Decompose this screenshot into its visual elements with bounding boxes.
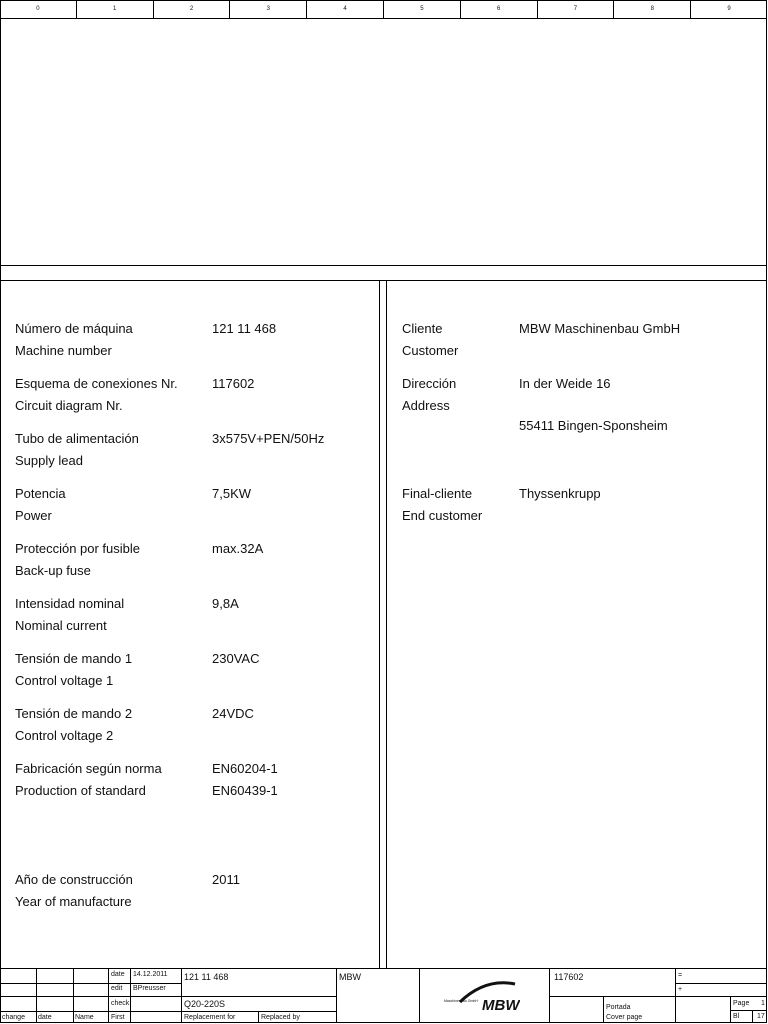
label-es: Protección por fusible [15,541,141,556]
tb-vline [181,968,182,1023]
mbw-logo [440,976,520,1016]
page-value: 1 [761,1000,765,1007]
ruler-cell: 9 [727,6,731,12]
label-en: Control voltage 1 [15,673,114,688]
name-col-label: Name [75,1014,94,1021]
tb-line [0,1011,336,1012]
sheet-value: 17 [757,1013,765,1020]
label-en: Power [15,508,52,523]
logo-text: MBW [482,997,520,1014]
value: 7,5KW [212,486,252,501]
value: 2011 [212,872,240,887]
change-label: change [2,1014,25,1021]
ruler-cell: 8 [614,0,691,18]
customer-label-en: Customer [402,343,459,358]
tb-line [730,1010,767,1011]
address-label-en: Address [402,398,450,413]
customer-label-es: Cliente [402,321,443,336]
label-es: Tensión de mando 2 [15,706,133,721]
value: 121 11 468 [212,321,277,336]
label-es: Esquema de conexiones Nr. [15,376,178,391]
address-line1: In der Weide 16 [519,376,611,391]
svg-text:Maschinenbau GmbH [444,999,478,1003]
tb-vline [730,996,731,1023]
drawing-number: 117602 [554,972,584,982]
eq-sign: = [678,972,683,979]
column-ruler [0,0,767,19]
label-es: Número de máquina [15,321,133,336]
tb-vline [108,968,109,1023]
label-es: Intensidad nominal [15,596,125,611]
tb-line [181,996,336,997]
tb-vline [73,968,74,1023]
tb-vline [549,968,550,1023]
label-en: Nominal current [15,618,107,633]
tb-vline [603,996,604,1023]
company-name: MBW [339,972,361,982]
tb-line [0,996,181,997]
label-en: Machine number [15,343,112,358]
label-es: Año de construcción [15,872,133,887]
value: 3x575V+PEN/50Hz [212,431,325,446]
label-en: Production of standard [15,783,146,798]
end-customer-label-es: Final-cliente [402,486,473,501]
end-customer-label-en: End customer [402,508,483,523]
ruler-cell: 7 [538,0,615,18]
label-en: Control voltage 2 [15,728,114,743]
tb-vline [675,968,676,1023]
label-es: Tensión de mando 1 [15,651,133,666]
label-en: Circuit diagram Nr. [15,398,123,413]
page-label: Page [733,1000,750,1007]
label-es: Potencia [15,486,66,501]
date-value: 14.12.2011 [133,971,168,978]
header-divider [0,280,767,281]
tb-vline [752,1010,753,1023]
titleblock-top [0,968,767,969]
value: 230VAC [212,651,260,666]
date-col-label: date [38,1014,52,1021]
tb-line [675,983,767,984]
label-en: Supply lead [15,453,83,468]
label-es: Fabricación según norma [15,761,162,776]
value: EN60204-1 [212,761,278,776]
ruler-cell: 0 [0,0,77,18]
check-label: check [111,1000,130,1007]
end-customer-value: Thyssenkrupp [519,486,601,501]
model-number: Q20-220S [184,999,226,1009]
label-en: Back-up fuse [15,563,91,578]
column-divider [386,281,387,968]
ruler-cell: 4 [307,0,384,18]
customer-value: MBW Maschinenbau GmbH [519,321,681,336]
label-es: Tubo de alimentación [15,431,139,446]
page-title-es: Portada [606,1004,631,1011]
plus-sign: + [678,986,683,993]
ruler-cell: 3 [230,0,307,18]
column-divider [379,281,380,968]
replacement-label: Replacement for [184,1014,236,1021]
tb-vline [336,968,337,1023]
tb-vline [258,1011,259,1023]
first-label: First [111,1014,125,1021]
edit-value: BPreusser [133,985,166,992]
header-divider [0,265,767,266]
date-label: date [111,971,125,978]
value: 24VDC [212,706,254,721]
tb-vline [36,968,37,1023]
value: max.32A [212,541,264,556]
ruler-cell: 6 [461,0,538,18]
tb-vline [130,968,131,1023]
value: 117602 [212,376,255,391]
ruler-cell: 1 [77,0,154,18]
sheet-label: Bl [733,1013,740,1020]
value-secondary: EN60439-1 [212,783,278,798]
ruler-cell: 5 [384,0,461,18]
ruler-cell: 2 [154,0,231,18]
value: 9,8A [212,596,239,611]
label-en: Year of manufacture [15,894,132,909]
machine-number: 121 11 468 [184,972,229,982]
logo-subtext: Maschinenbau GmbH [444,999,478,1003]
page-title-en: Cover page [606,1014,643,1021]
tb-line [549,996,767,997]
address-line2: 55411 Bingen-Sponsheim [519,418,668,433]
replaced-label: Replaced by [261,1014,300,1021]
tb-vline [419,968,420,1023]
address-label-es: Dirección [402,376,457,391]
edit-label: edit [111,985,123,992]
